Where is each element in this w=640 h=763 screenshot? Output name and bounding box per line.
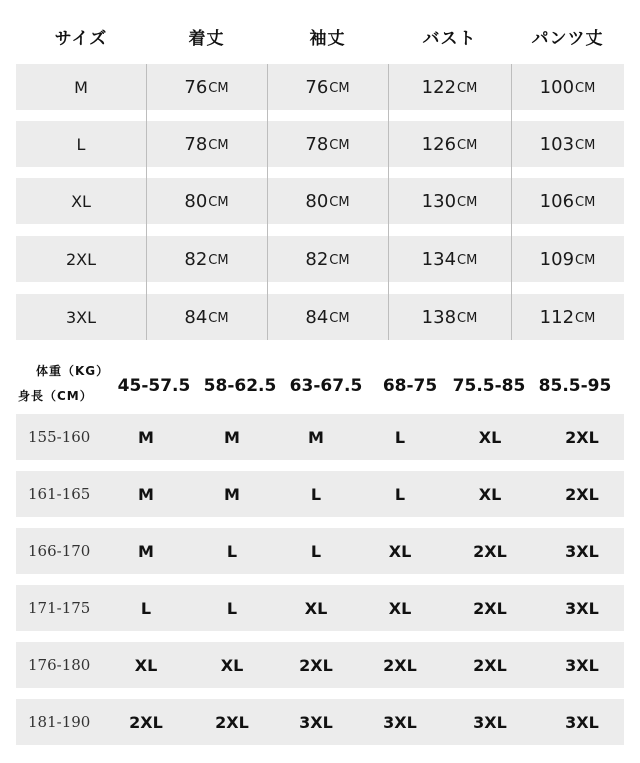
size-cell: 2XL bbox=[473, 541, 507, 561]
weight-range-header: 68-75 bbox=[382, 376, 438, 396]
length-cell: 78 CM bbox=[184, 133, 229, 155]
length-cell: 80 CM bbox=[184, 190, 229, 212]
size-cell: L bbox=[140, 598, 152, 618]
size-cell: 2XL bbox=[129, 712, 163, 732]
sleeve-cell: 78 CM bbox=[305, 133, 350, 155]
weight-range-header: 85.5-95 bbox=[538, 376, 612, 396]
size-cell: 2XL bbox=[383, 655, 417, 675]
header-bust: バスト bbox=[422, 28, 477, 49]
sleeve-cell: 84 CM bbox=[305, 306, 350, 328]
size-cell: 2XL bbox=[299, 655, 333, 675]
size-cell: L bbox=[226, 541, 238, 561]
length-cell: 82 CM bbox=[184, 248, 229, 270]
size-cell: M bbox=[224, 484, 240, 504]
size-cell: 3XL bbox=[383, 712, 417, 732]
size-cell: L bbox=[76, 134, 86, 154]
weight-range-header: 45-57.5 bbox=[117, 376, 191, 396]
size-cell: L bbox=[310, 484, 322, 504]
sleeve-cell: 82 CM bbox=[305, 248, 350, 270]
size-cell: XL bbox=[388, 598, 412, 618]
weight-range-header: 63-67.5 bbox=[289, 376, 363, 396]
size-cell: M bbox=[138, 541, 154, 561]
size-cell: M bbox=[74, 77, 88, 97]
pants-cell: 106 CM bbox=[539, 190, 596, 212]
length-cell: 84 CM bbox=[184, 306, 229, 328]
weight-axis-label: 体重（KG） bbox=[36, 364, 110, 378]
fit-row bbox=[16, 585, 624, 631]
bust-cell: 122 CM bbox=[421, 76, 478, 98]
size-cell: XL bbox=[71, 191, 91, 211]
height-range: 176-180 bbox=[28, 656, 91, 674]
height-range: 155-160 bbox=[28, 428, 91, 446]
size-cell: XL bbox=[478, 427, 502, 447]
bust-cell: 130 CM bbox=[421, 190, 478, 212]
height-range: 171-175 bbox=[28, 599, 91, 617]
height-range: 161-165 bbox=[28, 485, 91, 503]
column-divider bbox=[511, 64, 512, 340]
measurement-table-header bbox=[16, 14, 624, 58]
bust-cell: 138 CM bbox=[421, 306, 478, 328]
size-cell: 2XL bbox=[565, 427, 599, 447]
length-cell: 76 CM bbox=[184, 76, 229, 98]
size-cell: 3XL bbox=[565, 598, 599, 618]
measurement-row bbox=[16, 294, 624, 340]
header-length: 着丈 bbox=[188, 28, 225, 49]
bust-cell: 134 CM bbox=[421, 248, 478, 270]
measurement-row bbox=[16, 236, 624, 282]
column-divider bbox=[388, 64, 389, 340]
column-divider bbox=[267, 64, 268, 340]
size-cell: 3XL bbox=[299, 712, 333, 732]
size-cell: L bbox=[394, 427, 406, 447]
measurement-row bbox=[16, 64, 624, 110]
weight-range-header: 75.5-85 bbox=[452, 376, 526, 396]
fit-row bbox=[16, 528, 624, 574]
size-cell: M bbox=[224, 427, 240, 447]
size-cell: 2XL bbox=[215, 712, 249, 732]
size-cell: XL bbox=[134, 655, 158, 675]
size-cell: M bbox=[138, 427, 154, 447]
size-cell: 2XL bbox=[65, 249, 97, 269]
size-cell: M bbox=[138, 484, 154, 504]
size-cell: 2XL bbox=[473, 598, 507, 618]
height-range: 166-170 bbox=[28, 542, 91, 560]
size-cell: L bbox=[394, 484, 406, 504]
pants-cell: 100 CM bbox=[539, 76, 596, 98]
size-cell: M bbox=[308, 427, 324, 447]
weight-range-header: 58-62.5 bbox=[203, 376, 277, 396]
header-sleeve: 袖丈 bbox=[309, 28, 346, 49]
bust-cell: 126 CM bbox=[421, 133, 478, 155]
pants-cell: 103 CM bbox=[539, 133, 596, 155]
sleeve-cell: 76 CM bbox=[305, 76, 350, 98]
measurement-row bbox=[16, 121, 624, 167]
pants-cell: 109 CM bbox=[539, 248, 596, 270]
size-cell: 3XL bbox=[565, 541, 599, 561]
height-range: 181-190 bbox=[28, 713, 91, 731]
fit-row bbox=[16, 414, 624, 460]
size-cell: L bbox=[226, 598, 238, 618]
size-cell: 2XL bbox=[565, 484, 599, 504]
measurement-row bbox=[16, 178, 624, 224]
header-size: サイズ bbox=[54, 28, 108, 49]
size-cell: 3XL bbox=[65, 307, 97, 327]
size-cell: 2XL bbox=[473, 655, 507, 675]
size-cell: L bbox=[310, 541, 322, 561]
pants-cell: 112 CM bbox=[539, 306, 596, 328]
size-cell: 3XL bbox=[473, 712, 507, 732]
header-pants-length: パンツ丈 bbox=[531, 28, 604, 49]
height-axis-label: 身長（CM） bbox=[18, 389, 93, 403]
sleeve-cell: 80 CM bbox=[305, 190, 350, 212]
size-cell: 3XL bbox=[565, 655, 599, 675]
column-divider bbox=[146, 64, 147, 340]
size-cell: XL bbox=[220, 655, 244, 675]
size-cell: XL bbox=[304, 598, 328, 618]
size-cell: XL bbox=[478, 484, 502, 504]
fit-row bbox=[16, 699, 624, 745]
size-cell: XL bbox=[388, 541, 412, 561]
size-cell: 3XL bbox=[565, 712, 599, 732]
fit-row bbox=[16, 471, 624, 517]
fit-row bbox=[16, 642, 624, 688]
